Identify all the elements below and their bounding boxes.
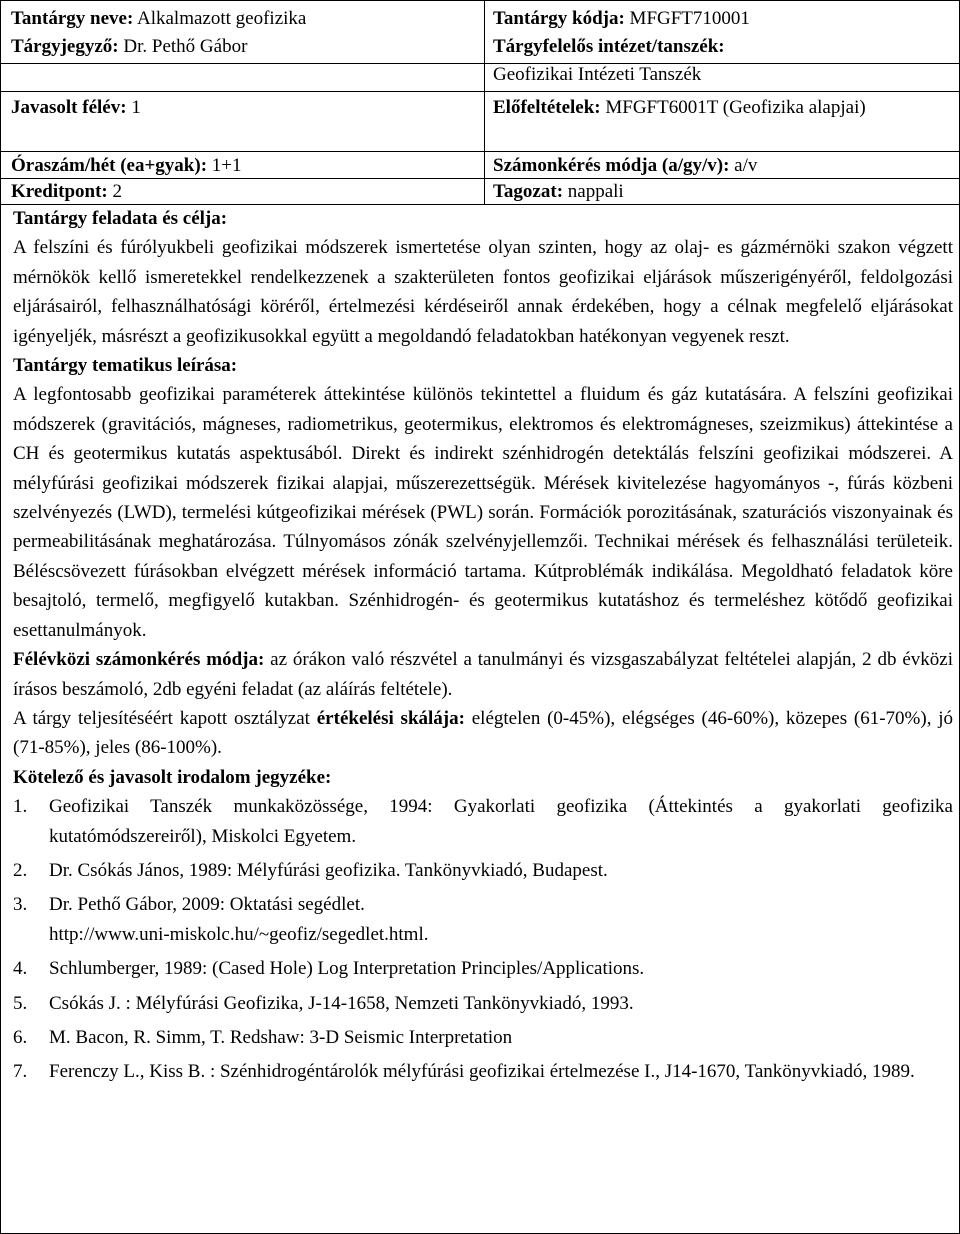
literature-text: Dr. Csókás János, 1989: Mélyfúrási geofizika. Tankönyvkiadó, Budapest. <box>49 859 608 881</box>
topics-heading: Tantárgy tematikus leírása: <box>13 355 238 377</box>
hours-label: Óraszám/hét (ea+gyak): <box>11 155 208 176</box>
mode-label: Tagozat: <box>493 181 564 202</box>
midterm-paragraph <box>13 645 953 704</box>
literature-list <box>13 792 953 1087</box>
grading-heading: értékelési skálája: <box>316 707 465 729</box>
assessment-cell <box>493 152 757 180</box>
literature-url: http://www.uni-miskolc.hu/~geofiz/segedlet.html. <box>49 923 429 945</box>
grading-paragraph <box>13 704 953 763</box>
literature-item <box>13 856 953 885</box>
literature-heading: Kötelező és javasolt irodalom jegyzéke: <box>13 766 332 788</box>
hours-cell <box>11 152 242 180</box>
semester-cell <box>11 94 141 122</box>
literature-number: 6. <box>13 1026 28 1048</box>
literature-number: 7. <box>13 1061 28 1083</box>
literature-number: 3. <box>13 894 28 916</box>
literature-item <box>13 954 953 983</box>
institute-label: Tárgyfelelős intézet/tanszék: <box>493 36 725 57</box>
prerequisites-cell <box>493 94 913 122</box>
literature-item <box>13 1057 953 1086</box>
mode-cell <box>493 178 624 206</box>
credits-label: Kreditpont: <box>11 181 108 202</box>
subject-name: Alkalmazott geofizika <box>136 8 307 29</box>
literature-number: 2. <box>13 859 28 881</box>
credits: 2 <box>112 181 123 202</box>
literature-text: M. Bacon, R. Simm, T. Redshaw: 3-D Seismic Interpretation <box>49 1026 513 1048</box>
grading-prefix: A tárgy teljesítéséért kapott osztályzat <box>13 707 310 729</box>
literature-item <box>13 989 953 1018</box>
topics-text: A legfontosabb geofizikai paraméterek áttekintése különös tekintettel a fluidum és gáz kutatására. A felszíni geofizikai módszerek (gravitációs, mágneses, radiometrikus, geotermikus, elektromos és elektromágneses, szeizmikus) áttekintése a CH és geotermikus kutatás aspektusából. Direkt és indirekt szénhidrogén detektálás felszíni geofizikai módszerei. A mélyfúrási geofizikai módszerek fizikai alapjai, műszerezettségük. Mérések kivitelezése hagyományos -, fúrás közbeni szelvényezés (LWD), termelési kútgeofizikai mérések (PWL) során. Formációk porozitásának, szaturációs viszonyainak és permeabilitásának meghatározása. Túlnyomásos zónák szelvényjellemzői. Technikai mérések és felhasználási területeik. Béléscsövezett fúrásokban elvégzett mérések információ tartama. Kútproblémák indikálása. Megoldható feladatok köre besajtoló, termelő, megfigyelő kutakban. Szénhidrogén- és geotermikus kutatáshoz és termeléshez kötődő geofizikai esettanulmányok. <box>13 384 953 641</box>
literature-text: Geofizikai Tanszék munkaközössége, 1994: Gyakorlati geofizika (Áttekintés a gyakorlati geofizika kutatómódszereiről), Miskolci Egyetem. <box>49 796 953 847</box>
aims-text: A felszíni és fúrólyukbeli geofizikai módszerek ismertetése olyan szinten, hogy az olaj- es gázmérnöki szakon végzett mérnökök kellő ismeretekkel rendelkezzenek a szakterületen fontos geofizikai eljárások műszerigényéről, feldolgozási eljárásairól, felhasználhatósági köréről, értelmezési kérdéseiről annak érdekében, hogy a célnak megfelelő eljárásokat igényeljék, másrészt a geofizikusokkal együtt a megoldandó feladatokban hatékonyan vegyenek reszt. <box>13 237 953 347</box>
responsible-person-label: Tárgyjegyző: <box>11 36 119 57</box>
subject-name-cell <box>11 5 306 61</box>
midterm-heading: Félévközi számonkérés módja: <box>13 649 265 671</box>
literature-number: 4. <box>13 958 28 980</box>
assessment-label: Számonkérés módja (a/gy/v): <box>493 155 730 176</box>
literature-number: 1. <box>13 796 28 818</box>
hours: 1+1 <box>211 155 242 176</box>
responsible-person: Dr. Pethő Gábor <box>123 36 248 57</box>
literature-text: Ferenczy L., Kiss B. : Szénhidrogéntárolók mélyfúrási geofizikai értelmezése I., J14-1670, Tankönyvkiadó, 1989. <box>49 1061 915 1083</box>
literature-item <box>13 792 953 851</box>
subject-code-label: Tantárgy kódja: <box>493 8 625 29</box>
subject-name-label: Tantárgy neve: <box>11 8 134 29</box>
literature-number: 5. <box>13 992 28 1014</box>
literature-item <box>13 1023 953 1052</box>
prerequisites: MFGFT6001T (Geofizika alapjai) <box>605 97 866 118</box>
subject-code-cell <box>493 5 953 89</box>
prerequisites-label: Előfeltételek: <box>493 97 601 118</box>
literature-item-link <box>13 920 953 949</box>
literature-text: Csókás J. : Mélyfúrási Geofizika, J-14-1658, Nemzeti Tankönyvkiadó, 1993. <box>49 992 634 1014</box>
semester-label: Javasolt félév: <box>11 97 127 118</box>
row-divider <box>1 91 959 92</box>
aims-heading: Tantárgy feladata és célja: <box>13 208 228 229</box>
literature-item <box>13 890 953 919</box>
mode: nappali <box>567 181 624 202</box>
midterm-text: az órákon való részvétel a tanulmányi és vizsgaszabályzat feltételei alapján, 2 db évközi írásos beszámoló, 2db egyéni feladat (az aláírás feltétele). <box>13 649 954 700</box>
assessment: a/v <box>734 155 758 176</box>
course-description <box>13 204 953 1087</box>
credits-cell <box>11 178 122 206</box>
grading-text: elégtelen (0-45%), elégséges (46-60%), közepes (61-70%), jó (71-85%), jeles (86-100%). <box>13 707 954 759</box>
subject-code: MFGFT710001 <box>629 8 750 29</box>
literature-text: Schlumberger, 1989: (Cased Hole) Log Interpretation Principles/Applications. <box>49 958 645 980</box>
institute: Geofizikai Intézeti Tanszék <box>493 64 702 85</box>
column-divider <box>484 1 485 204</box>
literature-text: Dr. Pethő Gábor, 2009: Oktatási segédlet. <box>49 894 365 916</box>
semester: 1 <box>131 97 141 118</box>
